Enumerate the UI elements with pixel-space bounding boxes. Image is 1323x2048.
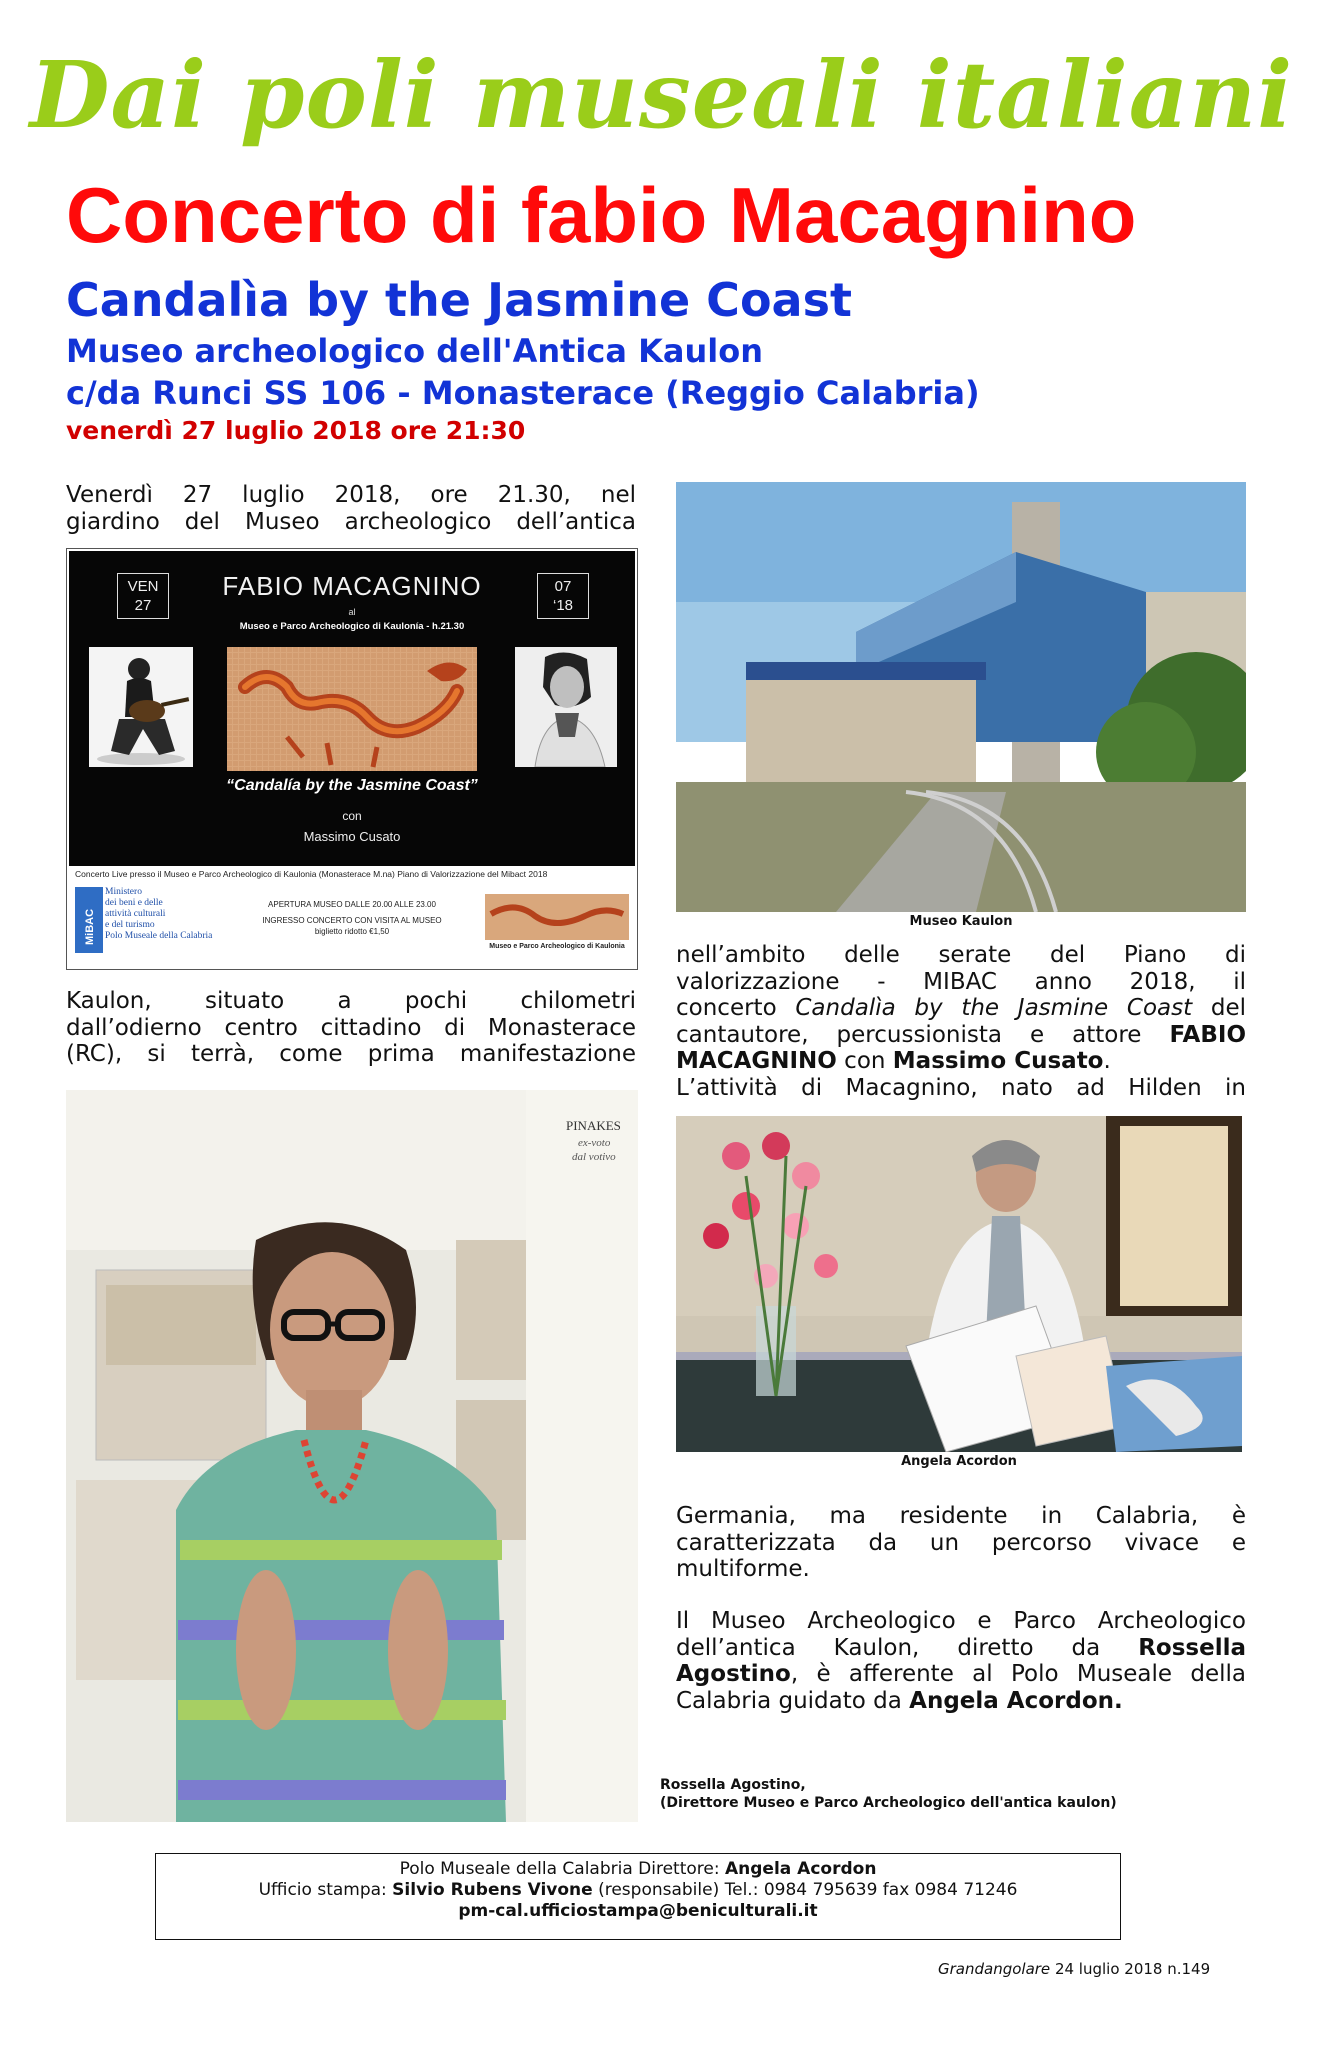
press-officer-name: Silvio Rubens Vivone bbox=[392, 1880, 593, 1900]
text-span: Polo Museale della Calabria Direttore: bbox=[399, 1859, 725, 1879]
director-name-inline: Agostino bbox=[676, 1661, 791, 1687]
text-span: del bbox=[1192, 995, 1247, 1021]
concert-poster bbox=[66, 548, 638, 970]
pinakes-label: PINAKES bbox=[566, 1118, 621, 1133]
text-span: (responsabile) Tel.: 0984 795639 fax 0984 71246 bbox=[592, 1880, 1018, 1900]
concert-title: Concerto di fabio Macagnino bbox=[66, 171, 1137, 259]
text-line bbox=[676, 1635, 1246, 1662]
poster-footer-note: Concerto Live presso il Museo e Parco Archeologico di Kaulonia (Monasterace M.na) Piano di Valorizzazione del Mibact 2018 bbox=[75, 869, 548, 879]
museum-address: c/da Runci SS 106 - Monasterace (Reggio Calabria) bbox=[66, 374, 980, 412]
pinakes-sub: dal votivo bbox=[572, 1151, 616, 1163]
acordon-name-inline: Angela Acordon. bbox=[909, 1687, 1123, 1714]
poster-day-tag bbox=[117, 573, 169, 619]
text-line: Germania, ma residente in Calabria, è bbox=[676, 1503, 1246, 1529]
poster-ticket-price: biglietto ridotto €1,50 bbox=[314, 927, 390, 936]
museum-photo-caption: Museo Kaulon bbox=[909, 914, 1013, 929]
text-line: Kaulon, situato a pochi chilometri bbox=[66, 988, 636, 1014]
poster-guest: Massimo Cusato bbox=[303, 829, 401, 844]
text-span: concerto bbox=[676, 995, 796, 1021]
day-number: 27 bbox=[134, 597, 152, 614]
press-office-box bbox=[155, 1853, 1121, 1940]
mibac-line: dei beni e delle bbox=[105, 898, 163, 908]
poster-show-title: “Candalía by the Jasmine Coast” bbox=[226, 777, 478, 794]
angela-acordon-photo bbox=[676, 1116, 1242, 1452]
day-name: VEN bbox=[127, 578, 159, 595]
year-number: ‘18 bbox=[552, 597, 574, 614]
poster-entry-info: INGRESSO CONCERTO CON VISITA AL MUSEO bbox=[262, 916, 442, 925]
text-line bbox=[676, 1688, 1246, 1715]
poster-venue: Museo e Parco Archeologico di Kaulonía - h.21.30 bbox=[239, 621, 465, 632]
edition-info bbox=[938, 1960, 1210, 1978]
text-line: giardino del Museo archeologico dell’antica bbox=[66, 508, 636, 535]
text-span: con bbox=[836, 1048, 893, 1074]
text-line bbox=[676, 1661, 1246, 1688]
edition-date: 24 luglio 2018 n.149 bbox=[1050, 1960, 1211, 1978]
text-span: dell’antica Kaulon, diretto da bbox=[676, 1634, 1139, 1661]
svg-text:MiBAC: MiBAC bbox=[84, 908, 96, 945]
concert-title-inline: Candalìa by the Jasmine Coast bbox=[795, 995, 1193, 1021]
text-line bbox=[676, 1022, 1246, 1049]
mibac-icon bbox=[75, 887, 103, 953]
guest-name-inline: Massimo Cusato bbox=[892, 1048, 1104, 1074]
publication-name: Grandangolare bbox=[938, 1960, 1051, 1978]
mini-mosaic-caption: Museo e Parco Archeologico di Kaulonia bbox=[489, 943, 625, 950]
dragon-mosaic-image bbox=[227, 647, 477, 771]
text-span: , è afferente al Polo Museale della bbox=[790, 1661, 1246, 1687]
poster-artist: FABIO MACAGNINO bbox=[222, 571, 482, 601]
intro-paragraph bbox=[66, 482, 636, 535]
text-line: dall’odierno centro cittadino di Monasterace bbox=[66, 1014, 636, 1041]
text-line: caratterizzata da un percorso vivace e bbox=[676, 1529, 1246, 1556]
page-title: Dai poli museali italiani bbox=[29, 41, 1294, 149]
guitarist-photo bbox=[89, 647, 193, 767]
museum-direction-paragraph bbox=[676, 1608, 1246, 1714]
text-line: L’attività di Macagnino, nato ad Hilden in bbox=[676, 1074, 1246, 1101]
germania-paragraph bbox=[676, 1503, 1246, 1583]
pinakes-sub: ex-voto bbox=[578, 1137, 611, 1149]
text-line: nell’ambito delle serate del Piano di bbox=[676, 942, 1246, 968]
mibac-line: e del turismo bbox=[105, 920, 155, 930]
museum-name: Museo archeologico dell'Antica Kaulon bbox=[66, 332, 763, 370]
text-line: (RC), si terrà, come prima manifestazione bbox=[66, 1041, 636, 1067]
caption-line: Rossella Agostino, bbox=[660, 1777, 806, 1793]
text-line: valorizzazione - MIBAC anno 2018, il bbox=[676, 968, 1246, 995]
mibac-logo bbox=[75, 887, 225, 957]
poster-month-tag bbox=[537, 573, 589, 619]
portrait-photo bbox=[515, 647, 617, 767]
poster-opening-hours: APERTURA MUSEO DALLE 20.00 ALLE 23.00 bbox=[268, 900, 436, 909]
event-datetime: venerdì 27 luglio 2018 ore 21:30 bbox=[66, 416, 526, 445]
artist-name-inline: FABIO bbox=[1169, 1021, 1246, 1048]
mibac-line: Ministero bbox=[105, 887, 142, 897]
mibac-line: attività culturali bbox=[105, 909, 166, 919]
text-span: cantautore, percussionista e attore bbox=[676, 1021, 1170, 1048]
rossella-agostino-photo bbox=[66, 1090, 638, 1822]
text-line bbox=[676, 1048, 1246, 1075]
text-line: multiforme. bbox=[676, 1556, 810, 1582]
text-span: Ufficio stampa: bbox=[258, 1880, 393, 1900]
month-number: 07 bbox=[554, 578, 572, 595]
director-name: Angela Acordon bbox=[725, 1859, 877, 1879]
acordon-photo-caption: Angela Acordon bbox=[901, 1454, 1017, 1469]
text-span: . bbox=[1103, 1048, 1111, 1074]
director-name-inline: Rossella bbox=[1138, 1634, 1246, 1661]
footer-line bbox=[156, 1859, 1120, 1880]
mibac-paragraph bbox=[676, 942, 1246, 1101]
event-title: Candalìa by the Jasmine Coast bbox=[66, 273, 852, 327]
mibac-label bbox=[105, 887, 212, 942]
kaulon-paragraph bbox=[66, 988, 636, 1068]
poster-al: al bbox=[348, 607, 356, 617]
text-line bbox=[676, 995, 1246, 1022]
mibac-line: Polo Museale della Calabria bbox=[105, 931, 213, 941]
footer-line bbox=[156, 1880, 1120, 1901]
agostino-caption bbox=[660, 1776, 1117, 1812]
text-line: Il Museo Archeologico e Parco Archeologico bbox=[676, 1608, 1246, 1634]
text-line: Venerdì 27 luglio 2018, ore 21.30, nel bbox=[66, 482, 636, 508]
footer-line bbox=[156, 1901, 1120, 1922]
caption-line: (Direttore Museo e Parco Archeologico dell'antica kaulon) bbox=[660, 1795, 1117, 1811]
text-span: Calabria guidato da bbox=[676, 1687, 910, 1714]
poster-con: con bbox=[342, 809, 362, 823]
poster-banner bbox=[69, 551, 635, 866]
museum-kaulon-photo bbox=[676, 482, 1246, 912]
artist-name-inline: MACAGNINO bbox=[676, 1048, 837, 1074]
mini-mosaic-image bbox=[485, 894, 629, 940]
press-email-link[interactable]: pm-cal.ufficiostampa@beniculturali.it bbox=[458, 1901, 818, 1921]
